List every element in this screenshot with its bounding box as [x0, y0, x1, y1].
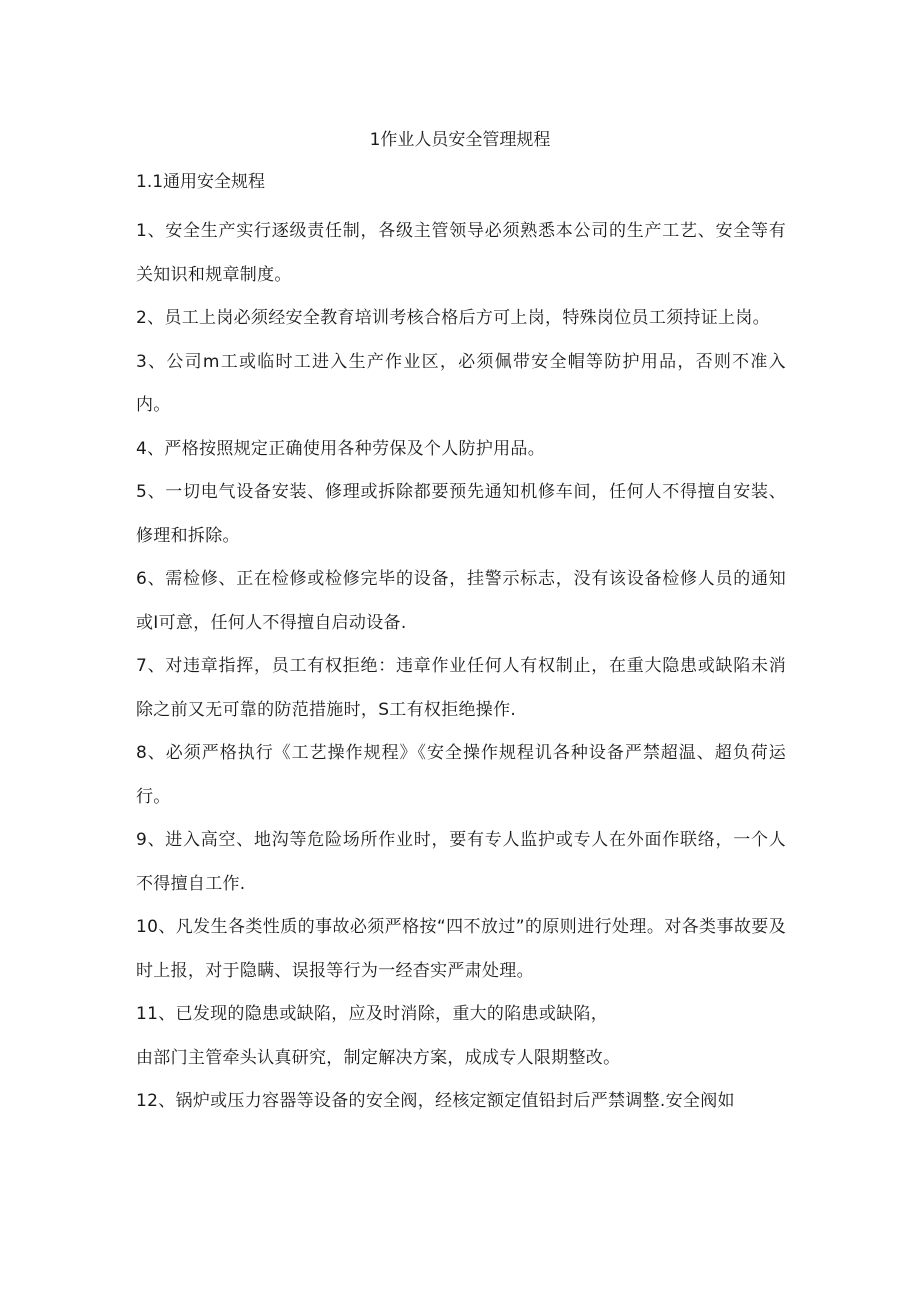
paragraph-rule-11: 11、已发现的隐患或缺陷，应及时消除，重大的陷患或缺陷， — [136, 1004, 609, 1024]
paragraph-rule-11-continued: 由部门主管牵头认真研究，制定解决方案，成成专人限期整改。 — [136, 1047, 621, 1068]
paragraph-rule-5: 5、一切电气设备安装、修理或拆除都要预先通知机修车间，任何人不得擅自安装、修理和拆除。 — [136, 482, 786, 546]
section-heading: 1.1通用安全规程 — [136, 172, 266, 192]
paragraph-rule-1: 1、安全生产实行逐级责任制，各级主管领导必须熟悉本公司的生产工艺、安全等有关知识和规章制度。 — [136, 221, 786, 285]
document-title: 1作业人员安全管理规程 — [369, 130, 551, 150]
paragraph-rule-3: 3、公司m工或临时工进入生产作业区，必须佩带安全帽等防护用品，否则不准入内。 — [136, 351, 786, 415]
paragraph-rule-10: 10、凡发生各类性质的事故必须严格按“四不放过”的原则进行处理。对各类事故要及时上报，对于隐瞒、误报等行为一经杳实严肃处理。 — [136, 917, 786, 981]
paragraph-rule-8: 8、必须严格执行《工艺操作规程》《安全操作规程讥各种设备严禁超温、超负荷运行。 — [136, 743, 786, 807]
paragraph-rule-6: 6、需检修、正在检修或检修完毕的设备，挂警示标志，没有该设备检修人员的通知或I可意，任何人不得擅自启动设备. — [136, 569, 786, 633]
paragraph-rule-4: 4、严格按照规定正确使用各种劳保及个人防护用品。 — [136, 438, 546, 459]
document-body — [136, 210, 786, 1124]
paragraph-rule-12: 12、锅炉或压力容器等设备的安全阀，经核定额定值铅封后严禁调整.安全阀如 — [136, 1091, 735, 1111]
paragraph-rule-9: 9、进入高空、地沟等危险场所作业时，要有专人监护或专人在外面作联络，一个人不得擅自工作. — [136, 830, 786, 894]
paragraph-rule-7: 7、对违章指挥，员工有权拒绝：违章作业任何人有权制止，在重大隐患或缺陷未消除之前又无可靠的防范措施时，S工有权拒绝操作. — [136, 656, 786, 720]
paragraph-rule-2: 2、员工上岗必须经安全教育培训考核合格后方可上岗，特殊岗位员工须持证上岗。 — [136, 308, 770, 328]
